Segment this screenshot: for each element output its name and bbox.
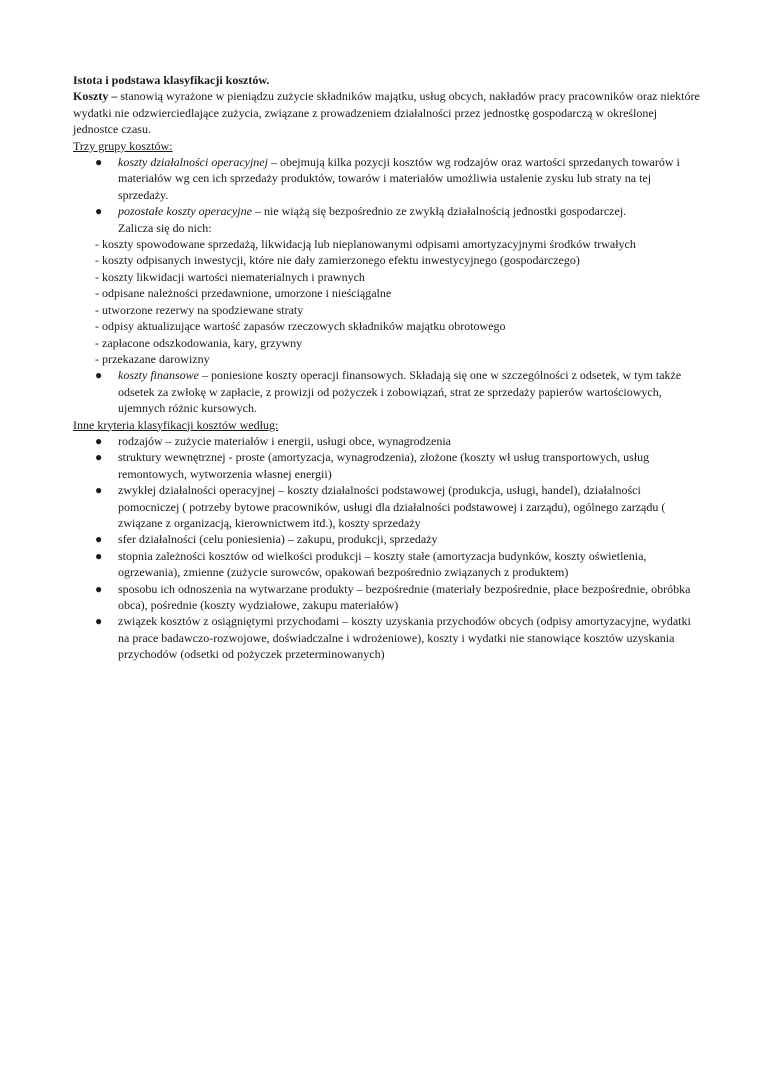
definition-term: Koszty –	[73, 89, 118, 104]
list-item: ● stopnia zależności kosztów od wielkości produkcji – koszty stałe (amortyzacja budynków, koszty oświetlenia, ogrzewania), zmienne (zużycie surowców, opakowań bezpośrednio związanych z produktem)	[95, 548, 647, 580]
includes-label: Zalicza się do nich:	[118, 220, 212, 235]
bullet-icon: ●	[95, 532, 103, 547]
other-operating-items	[73, 236, 700, 367]
group-text: – obejmują kilka pozycji kosztów wg rodzajów oraz wartości sprzedanych towarów i materiałów wg cen ich sprzedaży produktów, towarów i materiałów umożliwia ustalenie zysku lub straty na tej sprzedaży.	[118, 155, 680, 202]
group-text: – nie wiążą się bezpośrednio ze zwykłą działalnością jednostki gospodarczej.	[251, 204, 627, 219]
bullet-icon: ●	[95, 614, 103, 629]
criteria-heading: Inne kryteria klasyfikacji kosztów według:	[73, 417, 279, 432]
definition-text: stanowią wyrażone w pieniądzu zużycie składników majątku, usług obcych, nakładów pracy pracowników oraz niektóre wydatki nie odzwierciedlające zużycia, związane z prowadzeniem działalności przez jednostkę gospodarczą w określonej jednostce czasu.	[73, 89, 700, 137]
bullet-icon: ●	[95, 204, 103, 219]
bullet-icon: ●	[95, 548, 103, 563]
list-item: ● związek kosztów z osiągniętymi przychodami – koszty uzyskania przychodów obcych (odpisy amortyzacyjne, wydatki na prace badawczo-rozwojowe, doświadczalne i wdrożeniowe), koszty i wydatki nie stanowiące kosztów uzyskania przychodów (odsetki od pożyczek przeterminowanych)	[95, 614, 691, 662]
list-item: ● struktury wewnętrznej - proste (amortyzacja, wynagrodzenia), złożone (koszty wł usług transportowych, usług remontowych, wytworzenia własnej energii)	[95, 450, 650, 481]
document-title: Istota i podstawa klasyfikacji kosztów.	[73, 73, 270, 87]
group-item-other-operating	[73, 203, 700, 219]
group-item-financial	[73, 367, 700, 416]
criteria-list	[73, 433, 700, 663]
list-item: - koszty odpisanych inwestycji, które nie dały zamierzonego efektu inwestycyjnego (gospodarczego)	[95, 253, 580, 268]
group-term: koszty działalności operacyjnej	[118, 155, 268, 170]
list-item: - odpisy aktualizujące wartość zapasów rzeczowych składników majątku obrotowego	[95, 319, 506, 334]
bullet-icon: ●	[95, 581, 103, 596]
list-item: - zapłacone odszkodowania, kary, grzywny	[95, 335, 303, 350]
list-item: ● rodzajów – zużycie materiałów i energii, usługi obce, wynagrodzenia	[95, 433, 451, 448]
list-item: - koszty spowodowane sprzedażą, likwidacją lub nieplanowanymi odpisami amortyzacyjnymi środków trwałych	[95, 237, 636, 252]
list-item: - koszty likwidacji wartości niematerialnych i prawnych	[95, 269, 365, 284]
list-item: ● zwykłej działalności operacyjnej – koszty działalności podstawowej (produkcja, usługi, handel), działalności pomocniczej ( potrzeby bytowe pracowników, usługi dla działalności podstawowej i zarządu), ogólnego zarządu ( związane z organizacją, kierownictwem itd.), koszty sprzedaży	[95, 483, 666, 530]
group-item-operating	[73, 154, 700, 203]
list-item: ● sfer działalności (celu poniesienia) – zakupu, produkcji, sprzedaży	[95, 532, 438, 547]
bullet-icon: ●	[95, 155, 103, 170]
bullet-icon: ●	[95, 368, 103, 383]
bullet-icon: ●	[95, 450, 103, 465]
group-text: – poniesione koszty operacji finansowych. Składają się one w szczególności z odsetek, w tym także odsetek za zwłokę w zapłacie, z prowizji od pożyczek i zobowiązań, strat ze sprzedaży papierów wartościowych, ujemnych różnic kursowych.	[118, 368, 682, 416]
list-item: - przekazane darowizny	[95, 351, 210, 366]
list-item: - odpisane należności przedawnione, umorzone i nieściągalne	[95, 286, 392, 301]
definition-paragraph	[73, 88, 700, 137]
groups-list-continued	[73, 367, 700, 416]
bullet-icon: ●	[95, 483, 103, 498]
groups-list	[73, 154, 700, 220]
groups-heading: Trzy grupy kosztów:	[73, 138, 173, 153]
bullet-icon: ●	[95, 433, 103, 448]
group-term: koszty finansowe	[118, 368, 199, 383]
group-term: pozostałe koszty operacyjne	[118, 204, 252, 219]
list-item: ● sposobu ich odnoszenia na wytwarzane produkty – bezpośrednie (materiały bezpośrednie, płace bezpośrednie, obróbka obca), pośrednie (koszty wydziałowe, zakupu materiałów)	[95, 581, 691, 612]
list-item: - utworzone rezerwy na spodziewane straty	[95, 302, 304, 317]
